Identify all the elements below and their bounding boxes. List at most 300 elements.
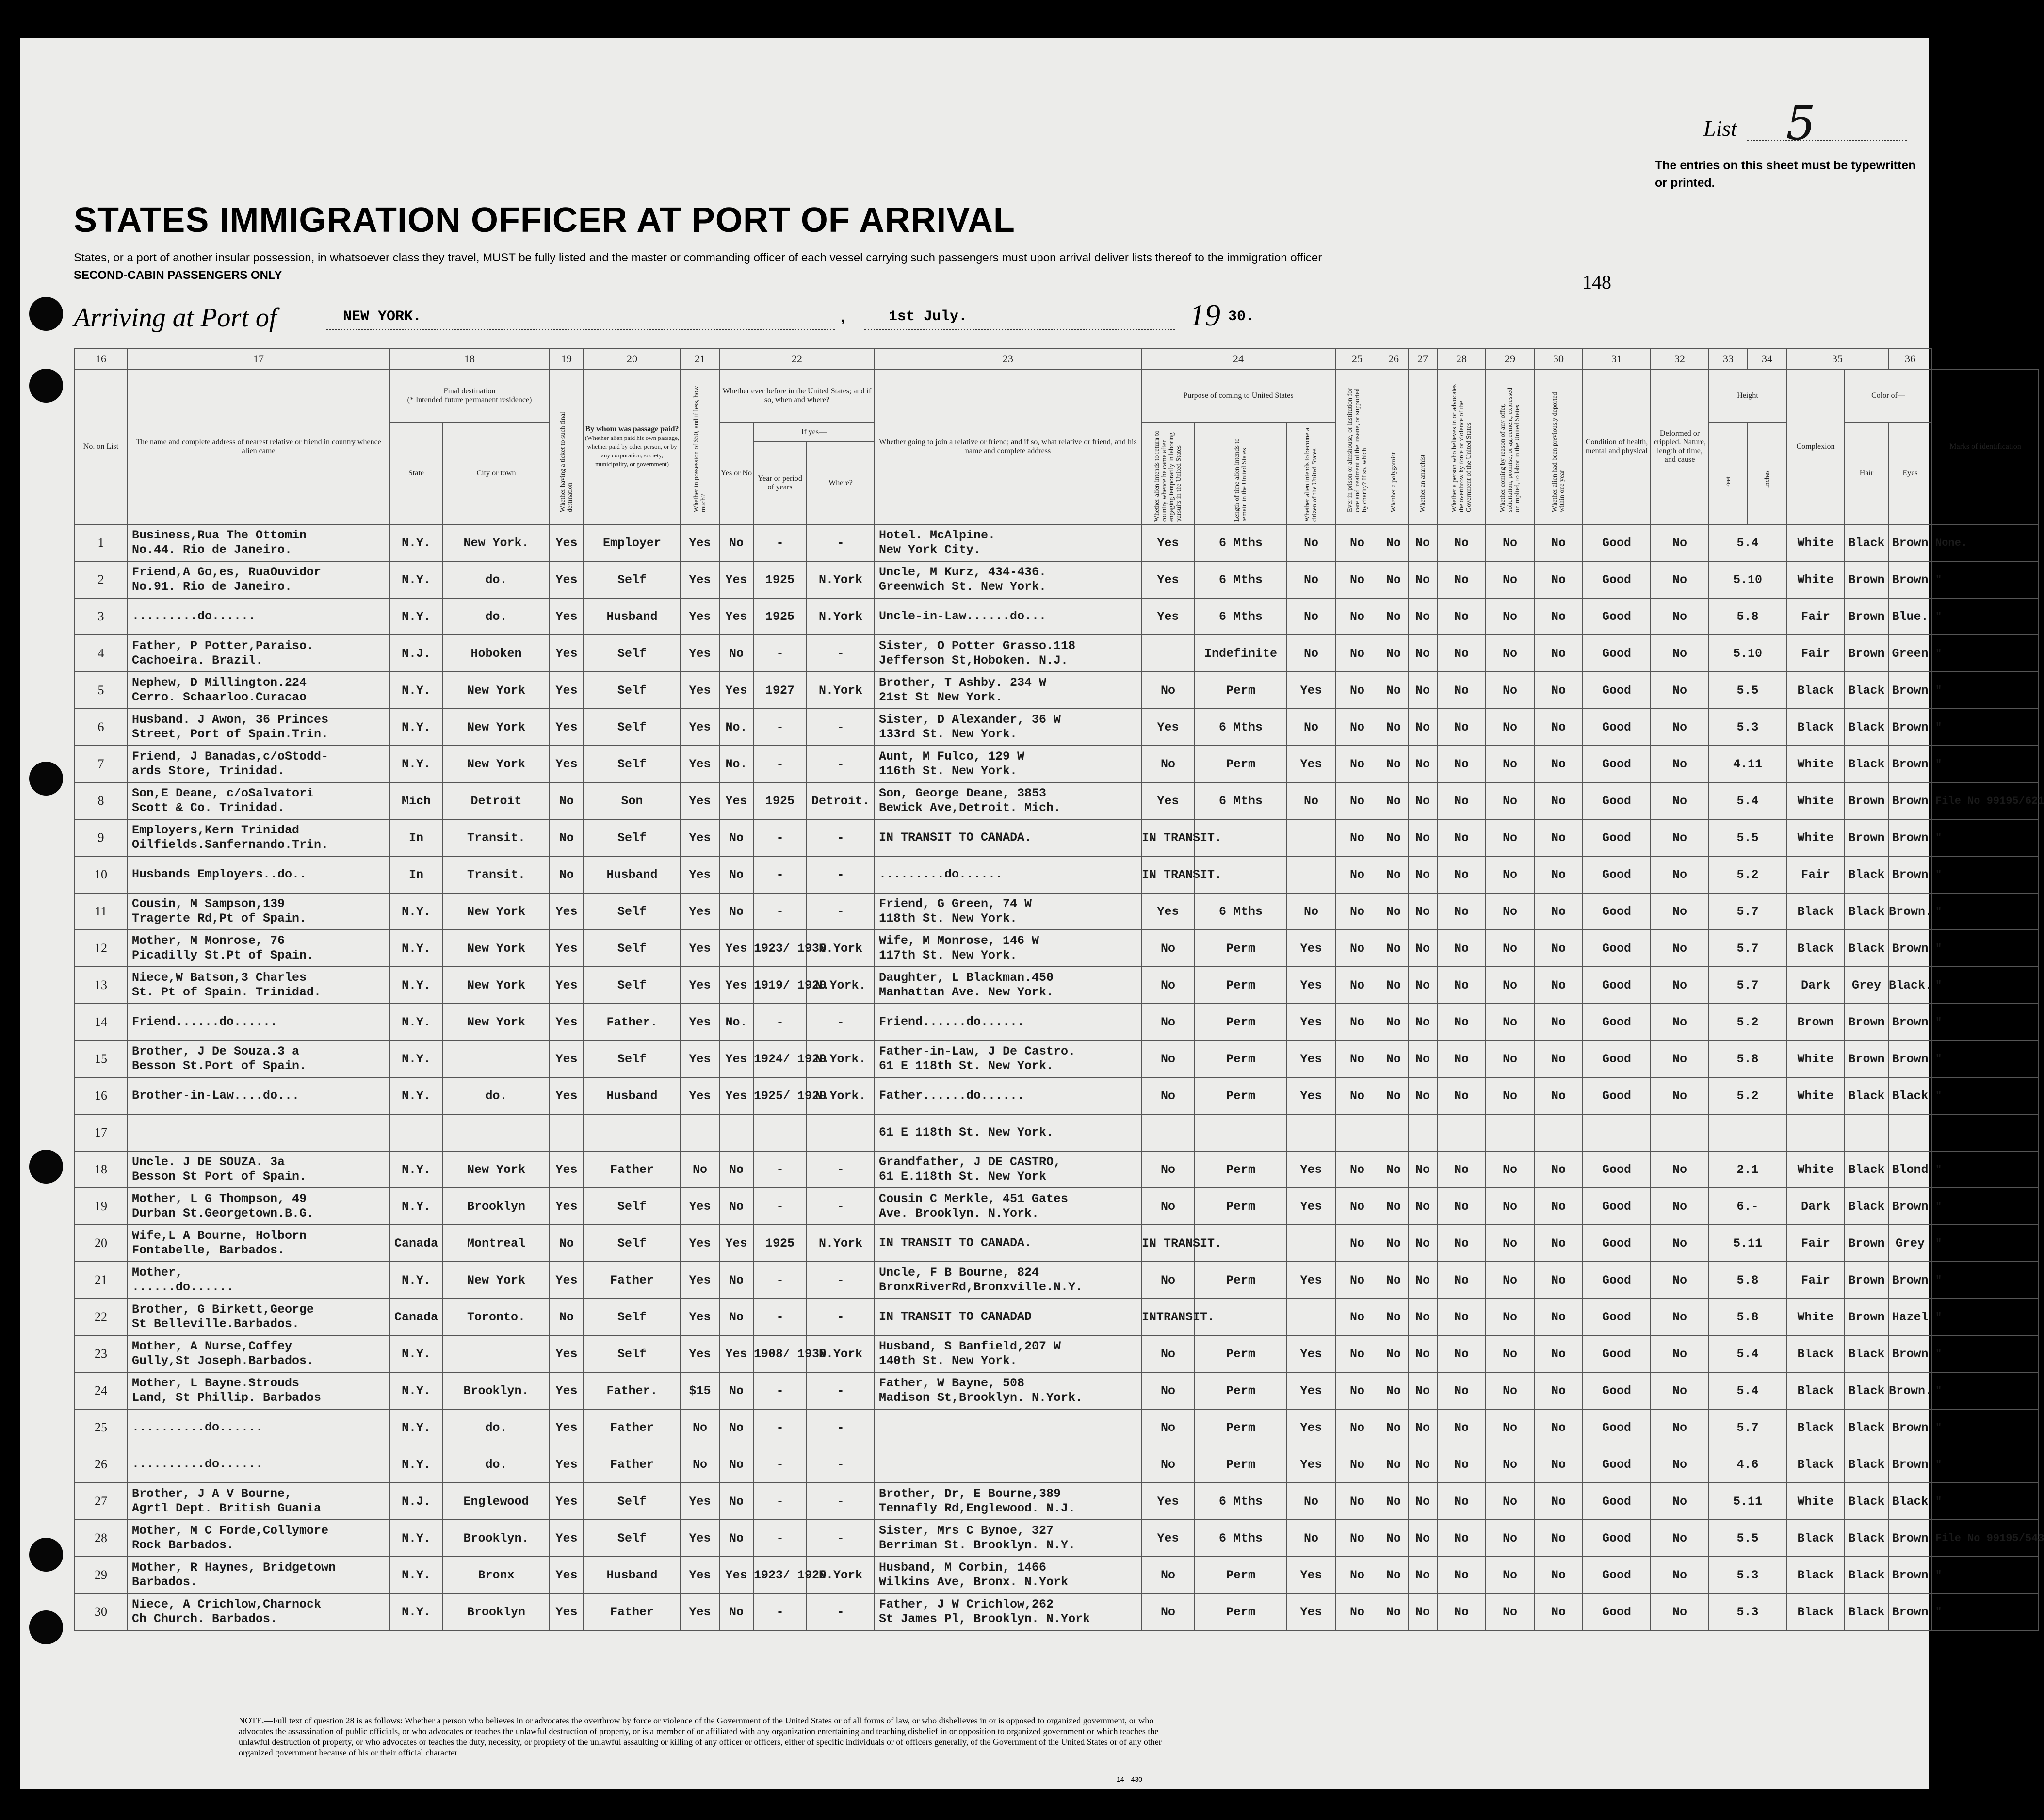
height-cell: 5.2	[1709, 1004, 1786, 1040]
joining-cell-line-2: Berriman St. Brooklyn. N.Y.	[879, 1538, 1076, 1552]
state-cell: Canada	[389, 1225, 443, 1262]
where-cell: N.York.	[807, 1040, 875, 1077]
prison-cell: No	[1335, 1372, 1379, 1409]
period-cell: -	[753, 1372, 807, 1409]
length-cell	[1195, 1114, 1287, 1151]
period-cell: 1923/ 1930	[753, 930, 807, 967]
where-cell: -	[807, 746, 875, 782]
polygamist-cell: No	[1379, 1483, 1408, 1520]
complexion-cell: Brown	[1786, 1004, 1845, 1040]
joining-cell	[875, 672, 1141, 709]
joining-cell-line-1: Husband, M Corbin, 1466	[879, 1560, 1047, 1575]
hair-cell: Brown	[1845, 598, 1888, 635]
row-number: 7	[74, 746, 128, 782]
before-in-us-cell: No	[719, 1593, 753, 1630]
row-number: 16	[74, 1077, 128, 1114]
relative-cell	[128, 1557, 389, 1593]
condition-cell: Good	[1583, 561, 1651, 598]
table-row	[74, 524, 2039, 561]
contract-cell: No	[1486, 1335, 1534, 1372]
prison-cell: No	[1335, 1151, 1379, 1188]
passage-paid-cell: Husband	[584, 1077, 681, 1114]
before-in-us-cell: Yes	[719, 1077, 753, 1114]
table-row	[74, 1299, 2039, 1335]
fifty-dollars-cell: Yes	[681, 1188, 719, 1225]
complexion-cell: Black	[1786, 1557, 1845, 1593]
return-cell: No	[1141, 1335, 1195, 1372]
where-cell: -	[807, 1151, 875, 1188]
citizen-cell	[1287, 1225, 1335, 1262]
polygamist-cell: No	[1379, 598, 1408, 635]
state-cell: N.J.	[389, 1483, 443, 1520]
overthrow-cell: No	[1437, 1040, 1486, 1077]
anarchist-cell: No	[1408, 1483, 1437, 1520]
fifty-dollars-cell: Yes	[681, 1593, 719, 1630]
relative-cell-line-1: Mother, M C Forde,Collymore	[132, 1524, 329, 1538]
period-cell: -	[753, 1151, 807, 1188]
period-cell	[753, 1114, 807, 1151]
return-cell: IN TRANSIT.	[1141, 819, 1195, 856]
before-in-us-header: Whether ever before in the United States; and if so, when and where?	[719, 369, 875, 422]
joining-cell	[875, 1114, 1141, 1151]
hair-cell: Brown	[1845, 635, 1888, 672]
deformed-cell: No	[1651, 893, 1709, 930]
eyes-cell: Brown	[1888, 1557, 1932, 1593]
passage-paid-cell: Father	[584, 1593, 681, 1630]
passage-paid-cell: Self	[584, 561, 681, 598]
joining-cell-line-1: Father......do......	[879, 1089, 1025, 1103]
relative-cell-line-1: Father, P Potter,Paraiso.	[132, 639, 314, 653]
city-cell	[443, 1114, 550, 1151]
city-cell: Brooklyn	[443, 1593, 550, 1630]
joining-cell-line-2: Tennafly Rd,Englewood. N.J.	[879, 1501, 1076, 1515]
length-cell: 6 Mths	[1195, 1483, 1287, 1520]
anarchist-cell: No	[1408, 1446, 1437, 1483]
passage-paid-cell: Father	[584, 1446, 681, 1483]
state-cell: N.Y.	[389, 1188, 443, 1225]
return-cell: No	[1141, 1409, 1195, 1446]
ticket-cell: No	[550, 782, 584, 819]
citizen-cell: Yes	[1287, 1262, 1335, 1299]
length-cell: Perm	[1195, 930, 1287, 967]
state-cell: N.Y.	[389, 930, 443, 967]
prison-cell: No	[1335, 1077, 1379, 1114]
period-cell: 1919/ 1920	[753, 967, 807, 1004]
polygamist-cell: No	[1379, 1335, 1408, 1372]
overthrow-cell: No	[1437, 967, 1486, 1004]
binder-hole	[29, 1538, 63, 1572]
anarchist-cell: No	[1408, 1335, 1437, 1372]
ticket-cell: Yes	[550, 1040, 584, 1077]
period-cell: 1908/ 1930	[753, 1335, 807, 1372]
where-cell: N.York	[807, 1557, 875, 1593]
prison-cell: No	[1335, 856, 1379, 893]
complexion-cell: White	[1786, 746, 1845, 782]
cabin-class: SECOND-CABIN PASSENGERS ONLY	[74, 269, 282, 282]
return-cell: No	[1141, 672, 1195, 709]
anarchist-cell: No	[1408, 1557, 1437, 1593]
overthrow-cell: No	[1437, 819, 1486, 856]
length-cell: Perm	[1195, 1188, 1287, 1225]
ticket-cell: Yes	[550, 1262, 584, 1299]
complexion-cell: White	[1786, 1077, 1845, 1114]
deformed-header: Deformed or crippled. Nature, length of time, and cause	[1651, 369, 1709, 524]
eyes-cell: Brown	[1888, 1409, 1932, 1446]
row-number: 26	[74, 1446, 128, 1483]
relative-cell-line-2: ..........do......	[132, 1420, 263, 1434]
deformed-cell: No	[1651, 1409, 1709, 1446]
before-in-us-cell: No.	[719, 746, 753, 782]
before-in-us-cell: Yes	[719, 1557, 753, 1593]
height-cell: 4.11	[1709, 746, 1786, 782]
state-cell: N.Y.	[389, 524, 443, 561]
complexion-cell: Fair	[1786, 1262, 1845, 1299]
polygamist-cell	[1379, 1114, 1408, 1151]
joining-cell-line-2: 61 E 118th St. New York.	[879, 1059, 1054, 1073]
before-in-us-cell	[719, 1114, 753, 1151]
contract-cell: No	[1486, 893, 1534, 930]
joining-cell	[875, 1151, 1141, 1188]
polygamist-cell: No	[1379, 561, 1408, 598]
fifty-dollars-cell: Yes	[681, 1557, 719, 1593]
eyes-cell: Brown	[1888, 561, 1932, 598]
joining-cell	[875, 1262, 1141, 1299]
period-cell: -	[753, 1593, 807, 1630]
marks-cell: "	[1932, 709, 2039, 746]
joining-cell	[875, 746, 1141, 782]
period-cell: -	[753, 1520, 807, 1557]
deported-cell: No	[1534, 819, 1583, 856]
relative-cell-line-2: Tragerte Rd,Pt of Spain.	[132, 911, 307, 926]
deformed-cell: No	[1651, 1004, 1709, 1040]
polygamist-cell: No	[1379, 709, 1408, 746]
height-cell: 5.2	[1709, 1077, 1786, 1114]
anarchist-cell: No	[1408, 598, 1437, 635]
passage-paid-cell: Self	[584, 893, 681, 930]
joining-cell	[875, 1225, 1141, 1262]
complexion-cell: Black	[1786, 1335, 1845, 1372]
state-cell: N.Y.	[389, 561, 443, 598]
contract-cell: No	[1486, 1520, 1534, 1557]
joining-cell-line-1: Wife, M Monrose, 146 W	[879, 934, 1039, 948]
hair-cell: Black	[1845, 1446, 1888, 1483]
fifty-dollars-cell	[681, 1114, 719, 1151]
marks-header: Marks of identification	[1932, 369, 2039, 524]
return-cell: No	[1141, 746, 1195, 782]
deported-cell: No	[1534, 1335, 1583, 1372]
deformed-cell: No	[1651, 709, 1709, 746]
ticket-cell: Yes	[550, 1409, 584, 1446]
city-cell: Englewood	[443, 1483, 550, 1520]
contract-cell: No	[1486, 856, 1534, 893]
length-cell: Perm	[1195, 1372, 1287, 1409]
height-cell: 6.-	[1709, 1188, 1786, 1225]
where-cell: N.York	[807, 1335, 875, 1372]
where-cell	[807, 1114, 875, 1151]
joining-cell-line-1: Hotel. McAlpine.	[879, 528, 996, 542]
city-cell: do.	[443, 561, 550, 598]
ticket-cell: Yes	[550, 672, 584, 709]
joining-cell	[875, 1077, 1141, 1114]
relative-cell	[128, 709, 389, 746]
deported-cell: No	[1534, 709, 1583, 746]
length-header	[1195, 422, 1287, 524]
table-row	[74, 1557, 2039, 1593]
overthrow-cell: No	[1437, 709, 1486, 746]
prison-cell: No	[1335, 598, 1379, 635]
relative-cell-line-2: Cerro. Schaarloo.Curacao	[132, 690, 307, 704]
prison-header	[1335, 369, 1379, 524]
table-row	[74, 1520, 2039, 1557]
citizen-cell: Yes	[1287, 1409, 1335, 1446]
complexion-cell: White	[1786, 782, 1845, 819]
deported-cell: No	[1534, 782, 1583, 819]
ticket-cell: Yes	[550, 635, 584, 672]
city-cell: New York	[443, 930, 550, 967]
height-cell: 5.11	[1709, 1225, 1786, 1262]
height-cell: 4.6	[1709, 1446, 1786, 1483]
table-row	[74, 746, 2039, 782]
relative-cell-line-1: Niece, A Crichlow,Charnock	[132, 1597, 322, 1611]
height-cell: 5.3	[1709, 709, 1786, 746]
before-in-us-cell: Yes	[719, 561, 753, 598]
binder-hole	[29, 1610, 63, 1644]
fifty-dollars-cell: Yes	[681, 1040, 719, 1077]
relative-cell	[128, 967, 389, 1004]
col-number: 36	[1888, 349, 1932, 369]
state-cell: N.Y.	[389, 746, 443, 782]
relative-cell	[128, 672, 389, 709]
city-cell: New York	[443, 893, 550, 930]
overthrow-cell: No	[1437, 1557, 1486, 1593]
joining-cell-line-1: Uncle-in-Law......do...	[879, 609, 1047, 623]
deformed-cell: No	[1651, 672, 1709, 709]
marks-cell: "	[1932, 746, 2039, 782]
period-cell: -	[753, 1188, 807, 1225]
condition-cell: Good	[1583, 1593, 1651, 1630]
citizen-cell: Yes	[1287, 930, 1335, 967]
state-cell: N.J.	[389, 635, 443, 672]
relative-cell-line-1: Business,Rua The Ottomin	[132, 528, 307, 542]
before-in-us-cell: Yes	[719, 1335, 753, 1372]
contract-cell	[1486, 1114, 1534, 1151]
passage-paid-cell: Self	[584, 1483, 681, 1520]
height-cell: 5.10	[1709, 635, 1786, 672]
deformed-cell: No	[1651, 1262, 1709, 1299]
hair-cell: Brown	[1845, 1299, 1888, 1335]
eyes-cell: Grey	[1888, 1225, 1932, 1262]
overthrow-cell: No	[1437, 1409, 1486, 1446]
anarchist-cell: No	[1408, 1593, 1437, 1630]
state-cell: N.Y.	[389, 1409, 443, 1446]
marks-cell: "	[1932, 819, 2039, 856]
condition-cell: Good	[1583, 1151, 1651, 1188]
before-in-us-cell: No	[719, 1520, 753, 1557]
where-cell: -	[807, 856, 875, 893]
period-cell: 1925/ 1929	[753, 1077, 807, 1114]
polygamist-cell: No	[1379, 782, 1408, 819]
polygamist-cell: No	[1379, 635, 1408, 672]
where-cell: -	[807, 1520, 875, 1557]
prison-cell: No	[1335, 1520, 1379, 1557]
condition-cell: Good	[1583, 1483, 1651, 1520]
ticket-cell: Yes	[550, 1188, 584, 1225]
marks-cell: "	[1932, 1299, 2039, 1335]
return-cell: Yes	[1141, 709, 1195, 746]
joining-cell-line-1: Husband, S Banfield,207 W	[879, 1339, 1061, 1353]
deported-cell: No	[1534, 1225, 1583, 1262]
condition-cell: Good	[1583, 524, 1651, 561]
fifty-dollars-cell: Yes	[681, 635, 719, 672]
anarchist-header-text: Whether an anarchist	[1419, 455, 1427, 512]
joining-cell-line-1: Sister, O Potter Grasso.118	[879, 639, 1076, 653]
contract-cell: No	[1486, 967, 1534, 1004]
table-row	[74, 1593, 2039, 1630]
row-number: 20	[74, 1225, 128, 1262]
fifty-dollars-header	[681, 369, 719, 524]
citizen-cell: Yes	[1287, 1040, 1335, 1077]
citizen-cell: No	[1287, 893, 1335, 930]
hair-cell: Black	[1845, 1520, 1888, 1557]
condition-cell: Good	[1583, 1335, 1651, 1372]
height-cell: 5.2	[1709, 856, 1786, 893]
return-cell: No	[1141, 1262, 1195, 1299]
citizen-cell	[1287, 819, 1335, 856]
col-number: 19	[550, 349, 584, 369]
overthrow-cell: No	[1437, 746, 1486, 782]
fifty-dollars-cell: Yes	[681, 561, 719, 598]
relative-cell-line-2: Gully,St Joseph.Barbados.	[132, 1354, 314, 1368]
prison-cell: No	[1335, 672, 1379, 709]
hair-cell: Brown	[1845, 819, 1888, 856]
col-number: 31	[1583, 349, 1651, 369]
table-row	[74, 709, 2039, 746]
anarchist-cell: No	[1408, 819, 1437, 856]
citizen-cell: No	[1287, 598, 1335, 635]
column-number-row	[74, 349, 2039, 369]
joining-cell-line-2: Madison St,Brooklyn. N.York.	[879, 1391, 1083, 1405]
fifty-dollars-cell: No	[681, 1151, 719, 1188]
return-cell	[1141, 1114, 1195, 1151]
condition-cell: Good	[1583, 598, 1651, 635]
anarchist-cell: No	[1408, 1040, 1437, 1077]
eyes-cell: Brown	[1888, 930, 1932, 967]
overthrow-cell: No	[1437, 1188, 1486, 1225]
overthrow-cell: No	[1437, 1593, 1486, 1630]
return-cell: No	[1141, 930, 1195, 967]
list-label: List	[1703, 116, 1737, 141]
joining-cell	[875, 967, 1141, 1004]
relative-cell	[128, 1114, 389, 1151]
where-cell: N.York	[807, 598, 875, 635]
relative-cell-line-1: Cousin, M Sampson,139	[132, 897, 285, 911]
deformed-cell: No	[1651, 1520, 1709, 1557]
joining-cell-line-1: .........do......	[879, 867, 1003, 881]
eyes-cell: Brown	[1888, 1446, 1932, 1483]
hair-cell: Black	[1845, 524, 1888, 561]
relative-cell	[128, 1225, 389, 1262]
col-number: 24	[1141, 349, 1335, 369]
condition-cell: Good	[1583, 1040, 1651, 1077]
col-number: 22	[719, 349, 875, 369]
relative-cell	[128, 746, 389, 782]
deported-cell: No	[1534, 1004, 1583, 1040]
condition-cell: Good	[1583, 1520, 1651, 1557]
typewriter-note: The entries on this sheet must be typewritten or printed.	[1655, 159, 1916, 190]
joining-cell	[875, 1446, 1141, 1483]
deported-header-text: Whether alien had been previously deported within one year	[1551, 392, 1566, 512]
joining-cell-line-1: Father, J W Crichlow,262	[879, 1597, 1054, 1611]
before-in-us-cell: Yes	[719, 1225, 753, 1262]
ticket-cell: No	[550, 1299, 584, 1335]
joining-cell	[875, 856, 1141, 893]
return-cell: No	[1141, 1593, 1195, 1630]
row-number: 15	[74, 1040, 128, 1077]
condition-cell: Good	[1583, 709, 1651, 746]
fifty-dollars-cell: Yes	[681, 709, 719, 746]
row-number: 4	[74, 635, 128, 672]
city-cell	[443, 1335, 550, 1372]
marks-cell: "	[1932, 967, 2039, 1004]
period-cell: -	[753, 893, 807, 930]
relative-cell	[128, 1188, 389, 1225]
length-cell: 6 Mths	[1195, 1520, 1287, 1557]
polygamist-cell: No	[1379, 1593, 1408, 1630]
city-cell: Detroit	[443, 782, 550, 819]
joining-cell-line-2: 21st St New York.	[879, 690, 1003, 704]
eyes-cell	[1888, 1114, 1932, 1151]
polygamist-cell: No	[1379, 1262, 1408, 1299]
where-cell: -	[807, 893, 875, 930]
col-number: 26	[1379, 349, 1408, 369]
row-number: 2	[74, 561, 128, 598]
passage-paid-note: (Whether alien paid his own passage, whether paid by other person, or by any corporation, society, municipality, or government)	[584, 434, 680, 468]
height-cell	[1709, 1114, 1786, 1151]
hair-cell: Black	[1845, 1335, 1888, 1372]
deported-cell: No	[1534, 1409, 1583, 1446]
anarchist-cell: No	[1408, 746, 1437, 782]
return-cell: IN TRANSIT.	[1141, 856, 1195, 893]
before-in-us-cell: No.	[719, 709, 753, 746]
length-cell: Indefinite	[1195, 635, 1287, 672]
col-number: 35	[1786, 349, 1888, 369]
complexion-cell: White	[1786, 1040, 1845, 1077]
marks-cell: "	[1932, 1372, 2039, 1409]
anarchist-cell: No	[1408, 1004, 1437, 1040]
period-cell: -	[753, 1409, 807, 1446]
relative-cell-line-2: Scott & Co. Trinidad.	[132, 801, 285, 815]
condition-cell: Good	[1583, 856, 1651, 893]
condition-cell: Good	[1583, 635, 1651, 672]
contract-cell: No	[1486, 672, 1534, 709]
city-header: City or town	[443, 422, 550, 524]
relative-cell-line-2: Land, St Phillip. Barbados	[132, 1391, 322, 1405]
polygamist-header-text: Whether a polygamist	[1390, 452, 1397, 512]
overthrow-cell: No	[1437, 1004, 1486, 1040]
header-row-top	[74, 369, 2039, 422]
height-cell: 5.8	[1709, 598, 1786, 635]
hair-cell: Black	[1845, 709, 1888, 746]
relative-cell-line-2: No.44. Rio de Janeiro.	[132, 543, 292, 557]
row-number: 10	[74, 856, 128, 893]
joining-cell	[875, 1299, 1141, 1335]
polygamist-cell: No	[1379, 1520, 1408, 1557]
polygamist-cell: No	[1379, 967, 1408, 1004]
fifty-dollars-header-text: Whether in possession of $50, and if less, how much?	[693, 386, 707, 512]
overthrow-cell: No	[1437, 1077, 1486, 1114]
relative-cell-line-1: Mother, L G Thompson, 49	[132, 1192, 307, 1206]
contract-cell: No	[1486, 1557, 1534, 1593]
